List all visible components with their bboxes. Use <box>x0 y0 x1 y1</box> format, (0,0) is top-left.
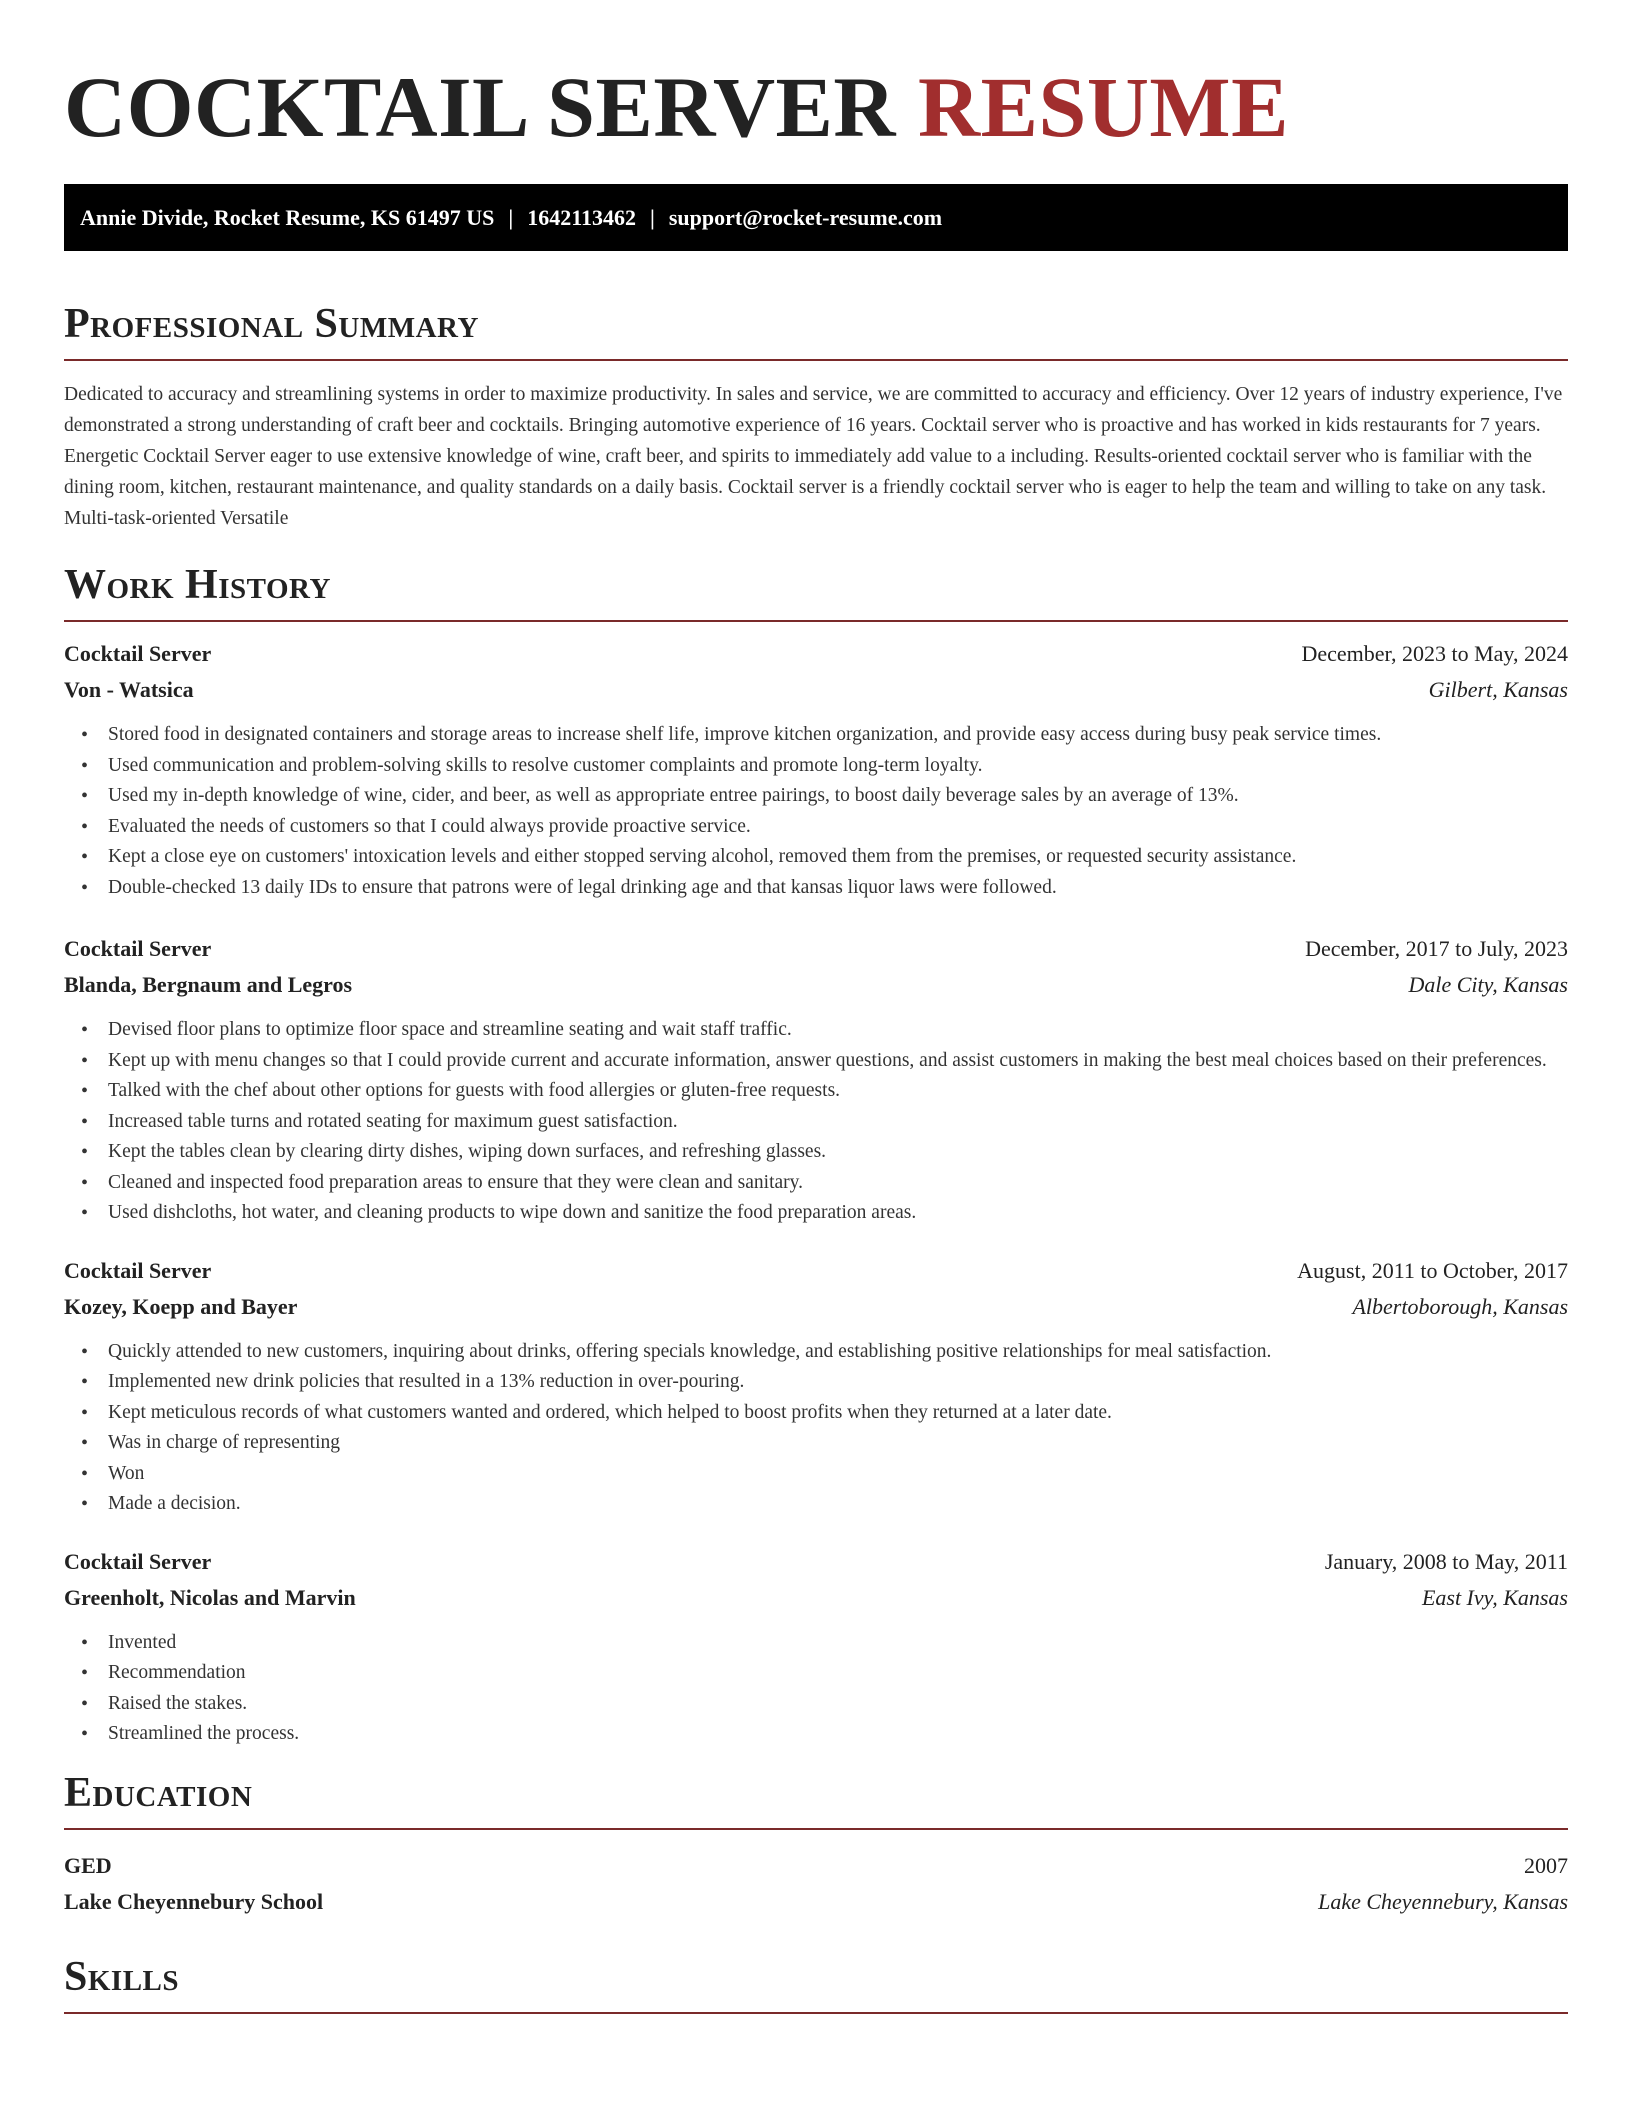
job-bullet: • Talked with the chef about other options for guests with food allergies or gluten-free requests. <box>64 1076 1568 1107</box>
job-subheader <box>64 1580 1568 1616</box>
job-dates: December, 2017 to July, 2023 <box>1305 936 1568 961</box>
job-subheader <box>64 967 1568 1003</box>
contact-bar <box>64 184 1568 251</box>
job-bullet: • Used communication and problem-solving skills to resolve customer complaints and promote long-term loyalty. <box>64 751 1568 782</box>
job-bullet: • Evaluated the needs of customers so that I could always provide proactive service. <box>64 812 1568 843</box>
job-bullet: • Kept a close eye on customers' intoxication levels and either stopped serving alcohol, removed them from the premises, or requested security assistance. <box>64 842 1568 873</box>
job-bullet: • Used dishcloths, hot water, and cleaning products to wipe down and sanitize the food preparation areas. <box>64 1198 1568 1229</box>
job-company: Greenholt, Nicolas and Marvin <box>64 1584 356 1610</box>
job-company: Von - Watsica <box>64 677 194 702</box>
job-bullet: • Recommendation <box>64 1658 1568 1689</box>
education-entry <box>64 1848 1568 1920</box>
job-bullets <box>64 1015 1568 1229</box>
section-divider <box>64 359 1568 361</box>
work-history-section <box>64 564 1568 1750</box>
job-bullet: • Invented <box>64 1628 1568 1659</box>
job-bullet: • Implemented new drink policies that resulted in a 13% reduction in over-pouring. <box>64 1367 1568 1398</box>
job-entry <box>64 1544 1568 1750</box>
education-school: Lake Cheyennebury School <box>64 1888 324 1914</box>
job-bullet: • Kept up with menu changes so that I could provide current and accurate information, answer questions, and assist customers in making the best meal choices based on their preferences. <box>64 1046 1568 1077</box>
job-location: Albertoborough, Kansas <box>1352 1293 1568 1319</box>
contact-email[interactable]: support@rocket-resume.com <box>668 204 943 230</box>
job-dates: August, 2011 to October, 2017 <box>1297 1257 1568 1283</box>
job-header <box>64 1253 1568 1289</box>
summary-heading: Professional Summary <box>64 301 479 347</box>
job-title: Cocktail Server <box>64 1548 212 1574</box>
job-bullet: • Used my in-depth knowledge of wine, cider, and beer, as well as appropriate entree pairings, to boost daily beverage sales by an average of 13%. <box>64 781 1568 812</box>
job-company: Blanda, Bergnaum and Legros <box>64 972 353 997</box>
title-main: COCKTAIL SERVER <box>64 59 897 155</box>
job-bullet: • Kept meticulous records of what customers wanted and ordered, which helped to boost profits when they returned at a later date. <box>64 1398 1568 1429</box>
education-subheader <box>64 1884 1568 1920</box>
education-heading: Education <box>64 1769 253 1816</box>
contact-address: Annie Divide, Rocket Resume, KS 61497 US <box>80 204 495 230</box>
job-header <box>64 931 1568 967</box>
job-location: Gilbert, Kansas <box>1428 677 1568 702</box>
job-location: East Ivy, Kansas <box>1421 1584 1568 1610</box>
education-section <box>64 1769 1568 1920</box>
education-location: Lake Cheyennebury, Kansas <box>1318 1888 1568 1914</box>
job-bullet: • Stored food in designated containers and storage areas to increase shelf life, improve kitchen organization, and provide easy access during busy peak service times. <box>64 720 1568 751</box>
section-divider <box>64 620 1568 622</box>
job-entry <box>64 931 1568 1229</box>
skills-heading: Skills <box>64 1953 180 2000</box>
education-degree: GED <box>64 1852 112 1878</box>
section-divider <box>64 2012 1568 2014</box>
job-header <box>64 636 1568 672</box>
job-title: Cocktail Server <box>64 936 212 961</box>
job-title: Cocktail Server <box>64 1257 212 1283</box>
work-history-heading: Work History <box>64 562 331 608</box>
job-bullet: • Made a decision. <box>64 1489 1568 1520</box>
job-bullet: • Raised the stakes. <box>64 1689 1568 1720</box>
contact-separator: | <box>508 204 514 230</box>
contact-separator: | <box>650 204 655 230</box>
job-bullets <box>64 1628 1568 1750</box>
job-bullet: • Streamlined the process. <box>64 1719 1568 1750</box>
job-subheader <box>64 672 1568 708</box>
education-header <box>64 1848 1568 1884</box>
job-bullet: • Devised floor plans to optimize floor space and streamline seating and wait staff traffic. <box>64 1015 1568 1046</box>
contact-phone[interactable]: 1642113462 <box>527 204 636 230</box>
summary-text: Dedicated to accuracy and streamlining systems in order to maximize productivity. In sales and service, we are committed to accuracy and efficiency. Over 12 years of industry experience, I've demonstrated a strong understanding of craft beer and cocktails. Bringing automotive experience of 16 years. Cocktail server who is proactive and has worked in kids restaurants for 7 years. Energetic Cocktail Server eager to use extensive knowledge of wine, craft beer, and spirits to immediately add value to a including. Results-oriented cocktail server who is familiar with the dining room, kitchen, restaurant maintenance, and quality standards on a daily basis. Cocktail server is a friendly cocktail server who is eager to help the team and willing to take on any task. Multi-task-oriented Versatile <box>64 384 1563 529</box>
job-bullet: • Was in charge of representing <box>64 1428 1568 1459</box>
job-company: Kozey, Koepp and Bayer <box>64 1293 298 1319</box>
job-entry <box>64 636 1568 903</box>
job-title: Cocktail Server <box>64 641 212 666</box>
section-divider <box>64 1828 1568 1830</box>
job-dates: December, 2023 to May, 2024 <box>1301 641 1568 666</box>
job-subheader <box>64 1289 1568 1325</box>
resume-title <box>64 59 1568 155</box>
education-year: 2007 <box>1524 1852 1568 1878</box>
skills-section <box>64 1953 1568 2014</box>
job-bullet: • Double-checked 13 daily IDs to ensure that patrons were of legal drinking age and that kansas liquor laws were followed. <box>64 873 1568 904</box>
job-bullet: • Cleaned and inspected food preparation areas to ensure that they were clean and sanitary. <box>64 1168 1568 1199</box>
job-bullets <box>64 1337 1568 1520</box>
job-entry <box>64 1253 1568 1520</box>
title-accent: RESUME <box>918 59 1289 155</box>
job-bullet: • Kept the tables clean by clearing dirty dishes, wiping down surfaces, and refreshing glasses. <box>64 1137 1568 1168</box>
job-dates: January, 2008 to May, 2011 <box>1324 1548 1568 1574</box>
summary-section <box>64 303 1568 534</box>
job-bullets <box>64 720 1568 903</box>
job-bullet: • Increased table turns and rotated seating for maximum guest satisfaction. <box>64 1107 1568 1138</box>
job-header <box>64 1544 1568 1580</box>
job-location: Dale City, Kansas <box>1408 972 1568 997</box>
job-bullet: • Won <box>64 1459 1568 1490</box>
job-bullet: • Quickly attended to new customers, inquiring about drinks, offering specials knowledge, and establishing positive relationships for meal satisfaction. <box>64 1337 1568 1368</box>
